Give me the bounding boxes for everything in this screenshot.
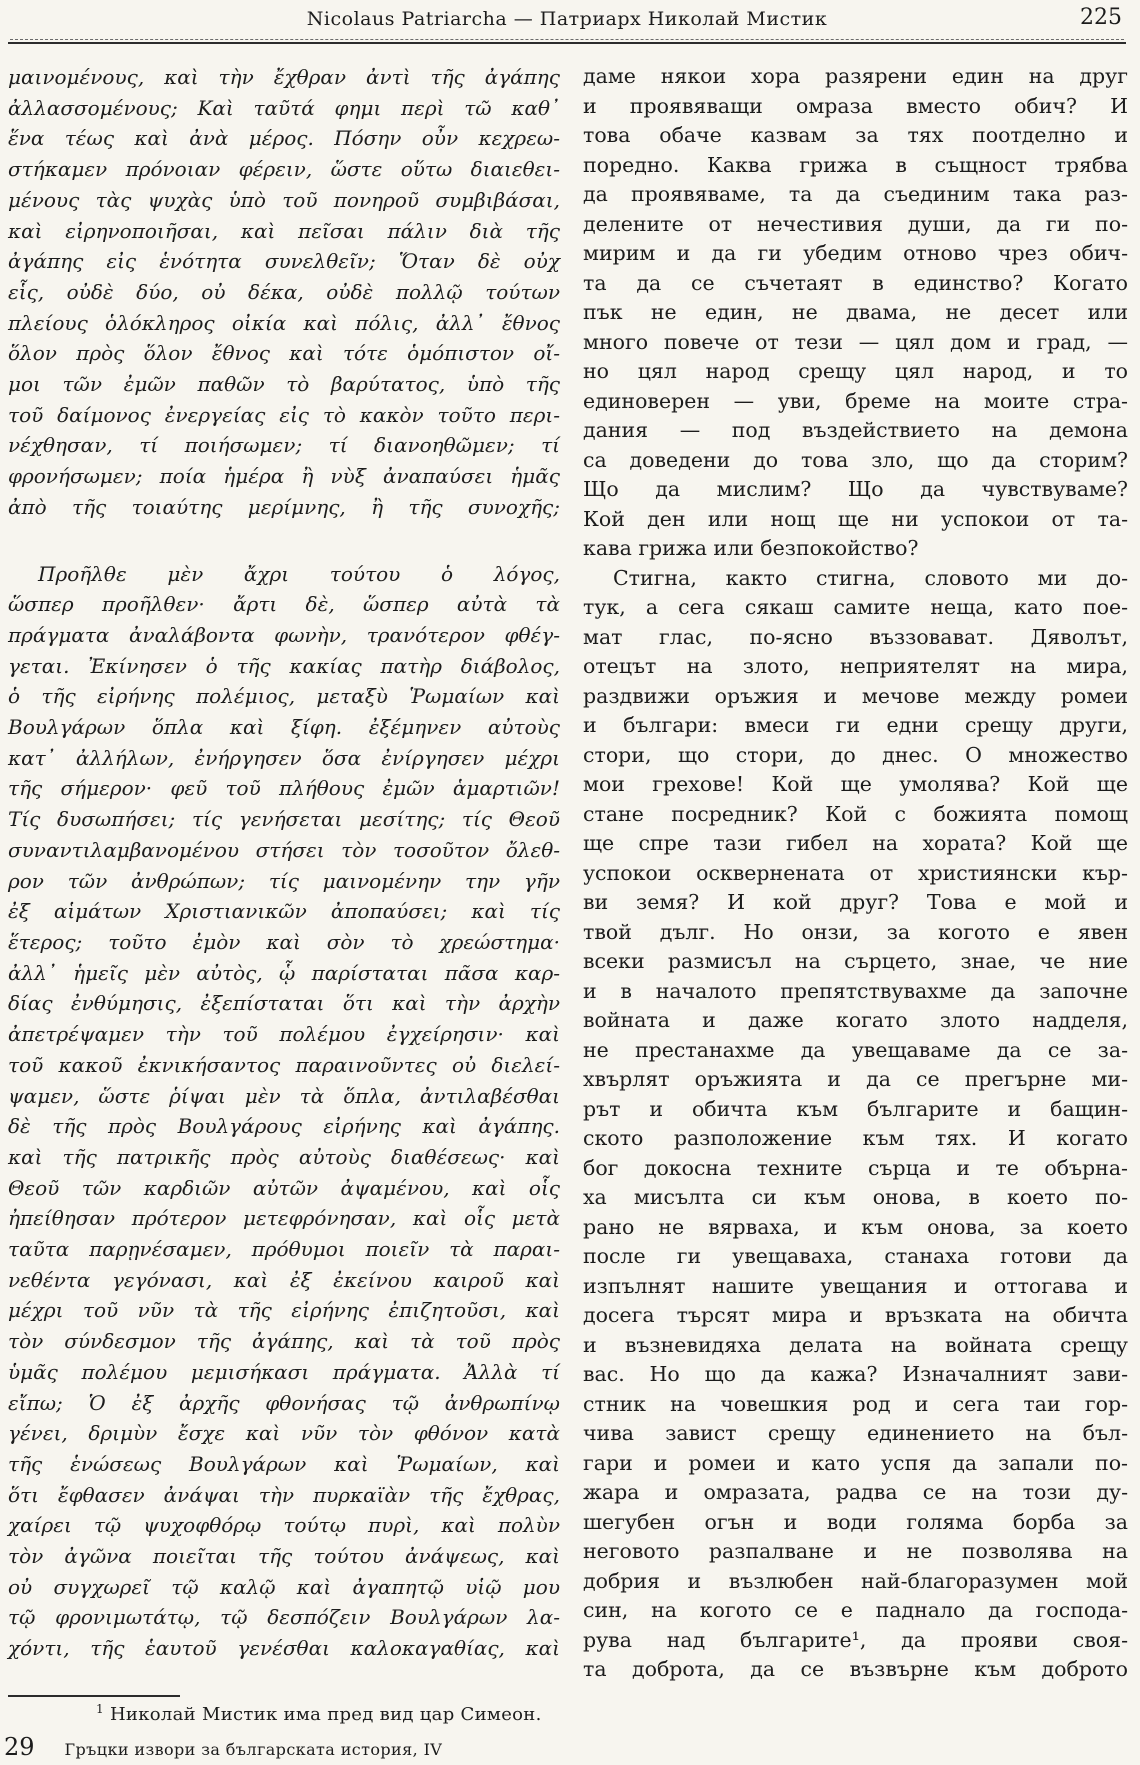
text-line: εἷς, οὐδὲ δύο, οὐ δέκα, οὐδὲ πολλῷ τούτων bbox=[8, 279, 560, 304]
text-line: κατ᾽ ἀλλήλων, ἐνήργησεν ὅσα ἐνίργησεν μέχρι bbox=[8, 745, 560, 770]
page-number: 225 bbox=[1080, 5, 1122, 30]
text-line: рано не вярваха, и към онова, за което bbox=[583, 1214, 1128, 1239]
footnote-text: Николай Мистик има пред вид цар Симеон. bbox=[109, 1703, 542, 1725]
text-line: τὸν σύνδεσμον τῆς ἀγάπης, καὶ τὰ τοῦ πρὸς bbox=[8, 1329, 560, 1354]
text-line: бог докосна техните сърца и те обърна- bbox=[583, 1155, 1128, 1180]
text-line: войната и даже когато злото надделя, bbox=[583, 1008, 1128, 1032]
text-line: ἀγάπης εἰς ἑνότητα συνελθεῖν; Ὅταν δὲ οὐχ bbox=[8, 249, 560, 274]
text-line: Стигна, както стигна, словото ми до- bbox=[613, 565, 1128, 590]
text-line: πλείους ὁλόκληρος οἰκία καὶ πόλις, ἀλλ᾽ ἔθνος bbox=[8, 310, 560, 335]
text-line: ἐξ αἱμάτων Χριστιανικῶν ἀποπαύσει; καὶ τίς bbox=[8, 899, 560, 924]
text-line: много повече от тези — цял дом и град, — bbox=[583, 329, 1128, 354]
text-line: τῆς σήμερον· φεῦ τοῦ πλήθους ἐμῶν ἁμαρτιῶν! bbox=[8, 776, 560, 801]
text-line: успокои осквернената от християнски кър- bbox=[583, 860, 1128, 885]
text-line: Βουλγάρων ὅπλα καὶ ξίφη. ἐξέμηνεν αὐτοὺς bbox=[8, 715, 560, 740]
footnote bbox=[96, 1702, 1140, 1725]
text-line: неговото разпалване и не позволява на bbox=[583, 1539, 1128, 1563]
text-line: син, на когото се е паднало да господа- bbox=[583, 1598, 1128, 1622]
text-line: μένους τὰς ψυχὰς ὑπὸ τοῦ πονηροῦ συμβιβάσαι, bbox=[8, 187, 560, 212]
text-line: дания — под въздействието на демона bbox=[583, 418, 1128, 442]
text-line: στήκαμεν πρόνοιαν φέρειν, ὥστε οὕτω διαιεθει- bbox=[8, 157, 560, 182]
text-line: но цял народ срещу цял народ, и то bbox=[583, 359, 1128, 383]
text-line: добрия и възлюбен най-благоразумен мой bbox=[583, 1568, 1128, 1593]
signature-number: 29 bbox=[4, 1732, 35, 1761]
text-columns bbox=[0, 44, 1140, 1685]
running-title: Nicolaus Patriarcha — Патриарх Николай Мистик bbox=[306, 8, 828, 30]
text-line: делените от нечестивия души, да ги по- bbox=[583, 211, 1128, 236]
text-line: Θεοῦ τῶν καρδιῶν αὐτῶν ἀψαμένου, καὶ οἷς bbox=[8, 1175, 560, 1200]
text-line: νεθέντα γεγόνασι, καὶ ἐξ ἐκείνου καιροῦ καὶ bbox=[8, 1267, 560, 1292]
text-line: и българи: вмеси ги едни срещу други, bbox=[583, 713, 1128, 737]
text-line: хвърлят оръжията и да се прегърне ми- bbox=[583, 1067, 1128, 1091]
text-line: мат глас, по-ясно въззовават. Дяволът, bbox=[583, 624, 1128, 649]
text-line: μαινομένους, καὶ τὴν ἔχθραν ἀντὶ τῆς ἀγάπης bbox=[8, 65, 560, 89]
footnote-marker: 1 bbox=[96, 1701, 104, 1716]
text-line: кава грижа или безпокойство? bbox=[583, 536, 919, 560]
text-line: жара и омразата, радва се на този ду- bbox=[583, 1480, 1128, 1504]
text-line: та доброта, да се възвърне към доброто bbox=[583, 1657, 1128, 1681]
text-line: шегубен огън и води голяма борба за bbox=[583, 1509, 1128, 1534]
text-line: та да се съчетаят в единство? Когато bbox=[583, 270, 1128, 295]
text-line: νέχθησαν, τί ποιήσωμεν; τί διανοηθῶμεν; τί bbox=[8, 433, 560, 458]
paragraph bbox=[583, 564, 1128, 1685]
text-line: ψαμεν, ὥστε ῥίψαι μὲν τὰ ὅπλα, ἀντιλαβέσθαι bbox=[8, 1083, 560, 1108]
text-line: раздвижи оръжия и мечове между ромеи bbox=[583, 683, 1128, 708]
text-line: изпълнят нашите увещания и оттогава и bbox=[583, 1273, 1128, 1298]
text-line: вас. Но що да кажа? Изначалният зави- bbox=[583, 1362, 1128, 1386]
text-line: всеки размисъл на сърцето, знае, че ние bbox=[583, 949, 1128, 973]
text-line: чива завист срещу единението на бъл- bbox=[583, 1421, 1128, 1445]
text-line: ἀπὸ τῆς τοιαύτης μερίμνης, ἢ τῆς συνοχῆς; bbox=[8, 494, 560, 519]
text-line: пък не един, не двама, не десет или bbox=[583, 300, 1128, 324]
text-line: δίας ἐνθύμησις, ἐξεπίσταται ὅτι καὶ τὴν ἀρχὴν bbox=[8, 991, 560, 1016]
text-line: мои грехове! Кой ще умолява? Кой ще bbox=[583, 772, 1128, 796]
text-line: χόντι, τῆς ἑαυτοῦ γενέσθαι καλοκαγαθίας, καὶ bbox=[8, 1636, 560, 1661]
text-line: Що да мислим? Що да чувствуваме? bbox=[583, 477, 1128, 501]
text-line: ви земя? И кой друг? Това е мой и bbox=[583, 890, 1128, 914]
page-header bbox=[0, 0, 1140, 44]
text-line: не престанахме да увещаваме да се за- bbox=[583, 1037, 1128, 1062]
text-line: τῷ φρονιμωτάτῳ, τῷ δεσπόζειν Βουλγάρων λα- bbox=[8, 1605, 560, 1630]
text-line: φρονήσωμεν; ποία ἡμέρα ἢ νὺξ ἀναπαύσει ἡμᾶς bbox=[8, 464, 560, 489]
text-line: после ги увещаваха, станаха готови да bbox=[583, 1244, 1128, 1268]
text-line: стори, що стори, до днес. О множество bbox=[583, 742, 1128, 767]
text-line: συναντιλαμβανομένου στήσει τὸν τοσοῦτον ὄλεθ- bbox=[8, 837, 560, 862]
text-line: ἕνα τέως καὶ ἀνὰ μέρος. Πόσην οὖν κεχρεω- bbox=[8, 126, 560, 151]
text-line: μοι τῶν ἐμῶν παθῶν τὸ βαρύτατος, ὑπὸ τῆς bbox=[8, 372, 560, 397]
text-line: ското разположение към тях. И когато bbox=[583, 1126, 1128, 1150]
text-line: μέχρι τοῦ νῦν τὰ τῆς εἰρήνης ἐπιζητοῦσι, καὶ bbox=[8, 1298, 560, 1323]
text-line: τοῦ δαίμονος ἐνεργείας εἰς τὸ κακὸν τοῦτο περι- bbox=[8, 402, 560, 427]
text-line: и в началото препятствувахме да започне bbox=[583, 978, 1128, 1003]
text-line: πράγματα ἀναλάβοντα φωνὴν, τρανότερον φθέγ- bbox=[8, 622, 560, 647]
text-line: χαίρει τῷ ψυχοφθόρῳ τούτῳ πυρὶ, καὶ πολὺν bbox=[8, 1513, 560, 1538]
greek-column bbox=[8, 62, 560, 1685]
page-footer bbox=[0, 1733, 1140, 1761]
text-line: ὁ τῆς εἰρήνης πολέμιος, μεταξὺ Ῥωμαίων καὶ bbox=[8, 684, 560, 709]
text-line: да проявяваме, та да съединим така раз- bbox=[583, 182, 1128, 206]
text-line: ὑμᾶς πολέμου μεμισήκασι πράγματα. Ἀλλὰ τί bbox=[8, 1359, 560, 1384]
text-line: ὥσπερ προῆλθεν· ἄρτι δὲ, ὥσπερ αὐτὰ τὰ bbox=[8, 592, 560, 617]
text-line: ἕτερος; τοῦτο ἐμὸν καὶ σὸν τὸ χρεώστημα· bbox=[8, 929, 560, 954]
text-line: Кой ден или нощ ще ни успокои от та- bbox=[583, 506, 1128, 531]
text-line: отецът на злото, неприятелят на мира, bbox=[583, 654, 1128, 678]
text-line: досега търсят мира и връзката на обичта bbox=[583, 1303, 1128, 1327]
text-line: Προῆλθε μὲν ἄχρι τούτου ὁ λόγος, bbox=[38, 561, 560, 586]
text-line: οὐ συγχωρεῖ τῷ καλῷ καὶ ἀγαπητῷ υἱῷ μου bbox=[8, 1574, 560, 1599]
text-line: стане посредник? Кой с божията помощ bbox=[583, 801, 1128, 826]
text-line: καὶ εἰρηνοποιῆσαι, καὶ πεῖσαι πάλιν διὰ τῆς bbox=[8, 218, 560, 243]
paragraph bbox=[583, 62, 1128, 564]
text-line: твой дълг. Но онзи, за когото е явен bbox=[583, 919, 1128, 944]
paragraph bbox=[8, 559, 560, 1664]
text-line: тук, а сега сякаш самите неща, като пое- bbox=[583, 595, 1128, 619]
text-line: καὶ τῆς πατρικῆς πρὸς αὐτοὺς διαθέσεως· καὶ bbox=[8, 1144, 560, 1169]
text-line: и възневидяха делата на войната срещу bbox=[583, 1332, 1128, 1357]
text-line: поредно. Каква грижа в същност трябва bbox=[583, 152, 1128, 177]
text-line: това обаче казвам за тях поотделно и bbox=[583, 123, 1128, 147]
text-line: ха мисълта си към онова, в което по- bbox=[583, 1185, 1128, 1209]
text-line: единоверен — уви, бреме на моите стра- bbox=[583, 388, 1128, 413]
bulgarian-column bbox=[583, 62, 1128, 1685]
text-line: ἠπείθησαν πρότερον μετεφρόνησαν, καὶ οἷς μετὰ bbox=[8, 1206, 560, 1231]
text-line: и проявяващи омраза вместо обич? И bbox=[583, 93, 1128, 118]
text-line: са доведени до това зло, що да сторим? bbox=[583, 447, 1128, 472]
text-line: рът и обичта към българите и бащин- bbox=[583, 1096, 1128, 1121]
text-line: ὅλον πρὸς ὅλον ἔθνος καὶ τότε ὁμόπιστον οἴ- bbox=[8, 341, 560, 366]
text-line: гари и ромеи и като успя да запали по- bbox=[583, 1450, 1128, 1475]
text-line: мирим и да ги убедим отново чрез обич- bbox=[583, 241, 1128, 265]
text-line: ἀπετρέψαμεν τὴν τοῦ πολέμου ἐγχείρησιν· καὶ bbox=[8, 1022, 560, 1047]
text-line: ἀλλασσομένους; Καὶ ταῦτά φημι περὶ τῶ καθ᾽ bbox=[8, 95, 560, 120]
text-line: ρον τῶν ἀνθρώπων; τίς μαινομένην την γῆν bbox=[8, 868, 560, 893]
text-line: Τίς δυσωπήσει; τίς γενήσεται μεσίτης; τίς Θεοῦ bbox=[8, 807, 560, 832]
footnote-rule bbox=[8, 1695, 180, 1697]
text-line: ὅτι ἔφθασεν ἀνάψαι τὴν πυρκαϊὰν τῆς ἔχθρας, bbox=[8, 1482, 560, 1507]
paragraph bbox=[8, 62, 560, 523]
text-line: ще спре тази гибел на хората? Кой ще bbox=[583, 831, 1128, 855]
text-line: εἴπω; Ὁ ἐξ ἀρχῆς φθονήσας τῷ ἀνθρωπίνῳ bbox=[8, 1390, 560, 1415]
text-line: ἀλλ᾽ ἡμεῖς μὲν αὐτὸς, ᾧ παρίσταται πᾶσα καρ- bbox=[8, 960, 560, 985]
text-line: γένει, δριμὺν ἔσχε καὶ νῦν τὸν φθόνον κατὰ bbox=[8, 1421, 560, 1446]
text-line: τοῦ κακοῦ ἐκνικήσαντος παραινοῦντες οὐ διελεί- bbox=[8, 1052, 560, 1077]
text-line: γεται. Ἐκίνησεν ὁ τῆς κακίας πατὴρ διάβολος, bbox=[8, 653, 560, 678]
text-line: τῆς ἑνώσεως Βουλγάρων καὶ Ῥωμαίων, καὶ bbox=[8, 1451, 560, 1476]
text-line: стник на човешкия род и сега таи гор- bbox=[583, 1391, 1128, 1416]
text-line: даме някои хора разярени един на друг bbox=[583, 64, 1128, 88]
text-line: ταῦτα παρῃνέσαμεν, πρόθυμοι ποιεῖν τὰ παραι- bbox=[8, 1237, 560, 1262]
text-line: δὲ τῆς πρὸς Βουλγάρους εἰρήνης καὶ ἀγάπης. bbox=[8, 1114, 560, 1139]
header-rule-thin bbox=[10, 39, 1124, 40]
text-line: τὸν ἀγῶνα ποιεῖται τῆς τούτου ἀνάψεως, καὶ bbox=[8, 1544, 560, 1569]
text-line: рува над българите¹, да прояви своя- bbox=[583, 1627, 1128, 1652]
header-rule-thick bbox=[8, 42, 1126, 44]
series-title: Гръцки извори за българската история, IV bbox=[64, 1739, 443, 1759]
